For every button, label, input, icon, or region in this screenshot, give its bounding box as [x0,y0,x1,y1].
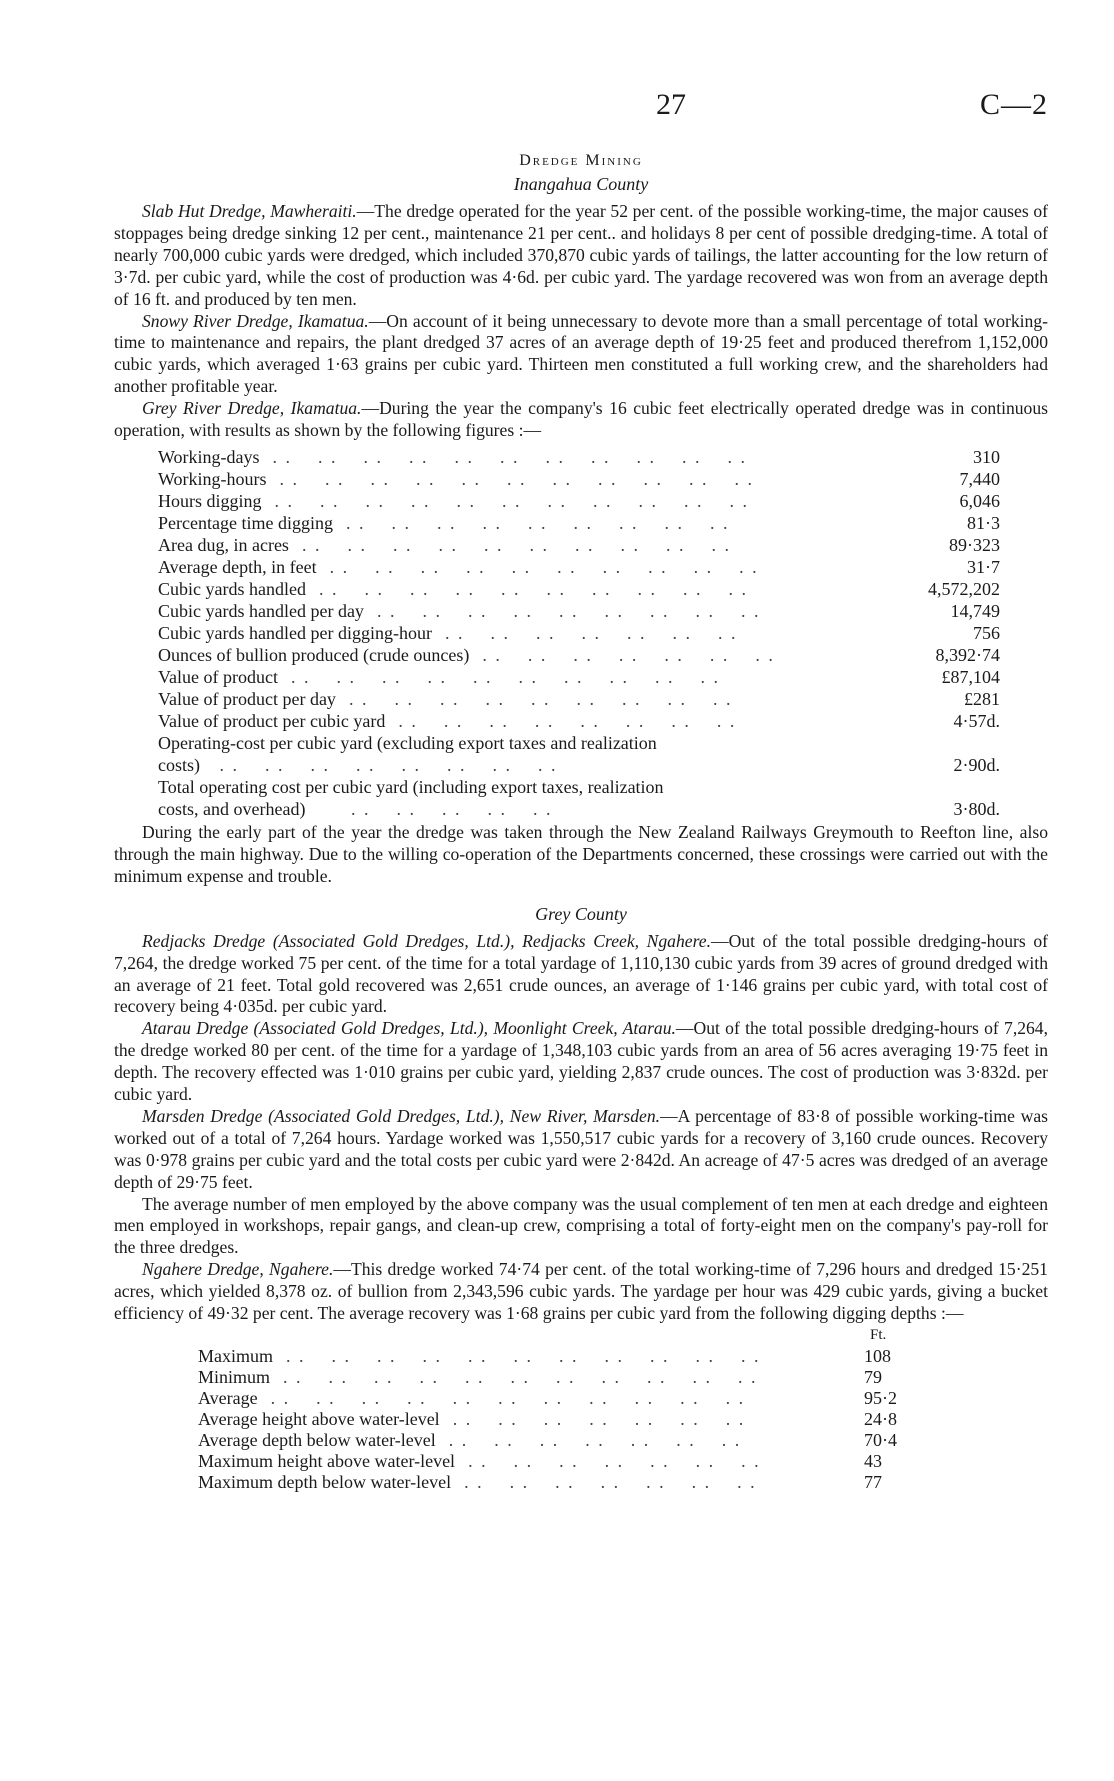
paragraph-text: —The dredge operated for the year 52 per cent. of the possible working-time, the major causes of stoppages being dredge sinking 12 per cent., maintenance 21 per cent.. and holidays 8 per cent of possible dredging-time. A total of nearly 700,000 cubic yards were dredged, which included 370,870 cubic yards of tailings, the latter accounting for the low return of 3·7d. per cubic yard, while the cost of production was 4·6d. per cubic yard. The yardage recovered was won from an average depth of 16 ft. and produced by ten men. [114,201,1048,309]
table-row [158,776,1000,798]
table-row [198,1451,914,1472]
depth-value: 95·2 [864,1388,897,1408]
depth-value: 79 [864,1367,882,1387]
figure-label: Value of product . . . . . . . . . . . . . . . . . . . . [158,666,720,687]
table-row [158,644,1000,666]
cost-label-continuation: costs) . . . . . . . . . . . . . . . . [158,754,558,775]
depths-body [198,1325,914,1493]
figure-label: Ounces of bullion produced (crude ounces) . . . . . . . . . . . . . . [158,644,775,665]
table-row [158,468,1000,490]
cost-label-line: Operating-cost per cubic yard (excluding export taxes and realization [158,732,657,753]
leader-dots: . . . . . . . . . . . . . . . . . . . . [277,666,720,687]
unit-row [198,1325,914,1346]
leader-dots: . . . . . . . . . . . . . . . . . . [332,512,730,533]
figure-value: 6,046 [959,490,1000,511]
cost-rows [158,732,1000,820]
leader-dots: . . . . . . . . . . . . . . [435,1430,742,1450]
figure-value: 14,749 [950,600,1000,621]
paragraph-slab-hut [114,201,1048,311]
document-reference: C—2 [979,88,1048,121]
cost-value: 3·80d. [953,798,1000,819]
leader-dots: . . . . . . . . . . . . . . . . . . . . [288,534,731,555]
table-row [158,490,1000,512]
table-row [198,1346,914,1367]
table-row [158,512,1000,534]
paragraph-marsden [114,1106,1048,1194]
leader-dots: . . . . . . . . . . . . . . . . . . . . . . [257,1388,746,1408]
figure-value: 756 [973,622,1000,643]
table-row [158,688,1000,710]
figure-label: Cubic yards handled per digging-hour . . . . . . . . . . . . . . [158,622,738,643]
depth-value: 77 [864,1472,882,1492]
figure-label: Working-hours . . . . . . . . . . . . . . . . . . . . . . [158,468,755,489]
depth-value: 24·8 [864,1409,897,1429]
leader-dots: . . . . . . . . . . . . . . . . . . . . . . [273,1346,761,1366]
page-header [114,0,1048,130]
leader-dots: . . . . . . . . . . . . . . . . . . . . . . [266,468,755,489]
figure-value: 8,392·74 [935,644,1000,665]
table-row [198,1430,914,1451]
depth-label: Maximum . . . . . . . . . . . . . . . . . . . . . . [198,1346,761,1366]
figure-value: 89·323 [949,534,1000,555]
paragraph-lead: Ngahere Dredge, Ngahere. [142,1259,334,1280]
leader-dots: . . . . . . . . . . . . . . [451,1472,757,1492]
paragraph-text: —During the year the company's 16 cubic feet electrically operated dredge was in continuous operation, with results as shown by the following figures :— [114,398,1049,441]
paragraph-text: —Out of the total possible dredging-hours of 7,264, the dredge worked 80 per cent. of the time for a yardage of 1,348,103 cubic yards from an area of 56 acres averaging 19·75 feet in depth. The recovery effected was 1·010 grains per cubic yard, yielding 2,837 crude ounces. The cost of production was 3·832d. per cubic yard. [114,1018,1049,1105]
paragraph-snowy-river [114,311,1048,399]
table-row [158,732,1000,754]
table-row [158,556,1000,578]
page-number: 27 [656,88,686,121]
paragraph-text: —This dredge worked 74·74 per cent. of the total working-time of 7,296 hours and dredged 15·251 acres, which yielded 8,378 oz. of bullion from 2,343,596 cubic yards. The yardage per hour was 429 cubic yards, giving a bucket efficiency of 49·32 per cent. The average recovery was 1·68 grains per cubic yard from the following digging depths :— [114,1259,1048,1324]
paragraph-text: —Out of the total possible dredging-hours of 7,264, the dredge worked 75 per cent. of the time for a total yardage of 1,110,130 cubic yards from 39 acres of ground dredged with an average of 21 feet. Total gold recovered was 2,651 crude ounces, an average of 1·146 grains per cubic yard, with total cost of recovery being 4·035d. per cubic yard. [114,930,1048,1017]
leader-dots: . . . . . . . . . . . . . . . . . . . . . . [261,490,749,511]
leader-dots: . . . . . . . . . . . . . . [439,1409,746,1429]
paragraph-lead: Grey River Dredge, Ikamatua. [142,398,362,419]
paragraph-grey-river [114,398,1048,442]
figure-value: 7,440 [959,468,1000,489]
county-heading-grey: Grey County [535,903,627,924]
table-row [198,1472,914,1493]
figure-label: Area dug, in acres . . . . . . . . . . . . . . . . . . . . [158,534,731,555]
depth-label: Minimum . . . . . . . . . . . . . . . . . . . . . . [198,1367,758,1387]
figure-value: 81·3 [967,512,1000,533]
figure-value: 4·57d. [953,710,1000,731]
table-row [158,534,1000,556]
figure-label: Working-days . . . . . . . . . . . . . . . . . . . . . . [158,446,748,467]
leader-dots: . . . . . . . . . . . . . . . . . . . . . . [259,446,748,467]
figure-label: Average depth, in feet . . . . . . . . . . . . . . . . . . . . [158,556,759,577]
leader-dots: . . . . . . . . . . . . . . . . [200,754,558,775]
depth-label: Average height above water-level . . . . . . . . . . . . . . [198,1409,746,1429]
cost-label-continuation: costs, and overhead) . . . . . . . . . . [158,798,553,819]
leader-dots: . . . . . . . . . . . . . . . . . . . . . . [270,1367,758,1387]
leader-dots: . . . . . . . . . . . . . . [431,622,738,643]
depth-value: 70·4 [864,1430,897,1450]
depth-value: 43 [864,1451,882,1471]
leader-dots: . . . . . . . . . . [305,798,553,819]
depth-label: Maximum depth below water-level . . . . . . . . . . . . . . [198,1472,757,1492]
figure-value: £87,104 [941,666,1000,687]
paragraph-text: —On account of it being unnecessary to devote more than a small percentage of total working-time to maintenance and repairs, the plant dredged 37 acres of an average depth of 19·25 feet and produced therefrom 1,152,000 cubic yards, which averaged 1·63 grains per cubic yard. Thirteen men constituted a full working crew, and the shareholders had another profitable year. [114,310,1048,397]
depth-value: 108 [864,1346,891,1366]
figure-label: Cubic yards handled . . . . . . . . . . . . . . . . . . . . [158,578,748,599]
leader-dots: . . . . . . . . . . . . . . . . . . . . [316,556,759,577]
figure-label: Percentage time digging . . . . . . . . . . . . . . . . . . [158,512,730,533]
paragraph-text: —A percentage of 83·8 of possible working-time was worked out of a total of 7,264 hours. Yardage worked was 1,550,517 cubic yards for a recovery of 3,160 crude ounces. Recovery was 0·978 grains per cubic yard and the total costs per cubic yard were 2·842d. An acreage of 47·5 acres was dredged of an average depth of 29·75 feet. [114,1105,1049,1192]
figure-label: Value of product per day . . . . . . . . . . . . . . . . . . [158,688,733,709]
leader-dots: . . . . . . . . . . . . . . . . [385,710,737,731]
paragraph-ngahere [114,1259,1048,1325]
paragraph-lead: Atarau Dredge (Associated Gold Dredges, Ltd.), Moonlight Creek, Atarau. [142,1018,676,1039]
figure-label: Cubic yards handled per day . . . . . . . . . . . . . . . . . . [158,600,761,621]
grey-river-figures-table [158,446,1000,820]
paragraph-lead: Redjacks Dredge (Associated Gold Dredges, Ltd.), Redjacks Creek, Ngahere. [142,930,711,951]
table-row [158,600,1000,622]
county-heading-inangahua: Inangahua County [513,174,649,194]
figure-value: 310 [973,446,1000,467]
figure-value: 31·7 [967,556,1000,577]
leader-dots: . . . . . . . . . . . . . . . . . . [335,688,733,709]
paragraph-lead: Slab Hut Dredge, Mawheraiti. [142,201,357,221]
section-heading: Dredge Mining [519,152,643,169]
table-row [158,666,1000,688]
table-row [198,1367,914,1388]
leader-dots: . . . . . . . . . . . . . . . . . . . . [305,578,748,599]
table-row [158,754,1000,776]
leader-dots: . . . . . . . . . . . . . . . . . . [363,600,761,621]
cost-value: 2·90d. [953,754,1000,775]
figure-label: Value of product per cubic yard . . . . . . . . . . . . . . . . [158,710,737,731]
leader-dots: . . . . . . . . . . . . . . [469,644,775,665]
paragraph-lead: Marsden Dredge (Associated Gold Dredges, Ltd.), New River, Marsden. [142,1105,661,1126]
depth-label: Maximum height above water-level . . . . . . . . . . . . . . [198,1451,761,1471]
paragraph-men-employed: The average number of men employed by the above company was the usual complement of ten men at each dredge and eighteen men employed in workshops, repair gangs, and clean-up crew, comprising a total of forty-eight men on the company's pay-roll for the three dredges. [114,1193,1048,1258]
table-row [158,578,1000,600]
table-row [158,798,1000,820]
leader-dots: . . . . . . . . . . . . . . [455,1451,761,1471]
ngahere-depths-table [198,1325,914,1493]
paragraph-railway-crossing: During the early part of the year the dredge was taken through the New Zealand Railways Greymouth to Reefton line, also through the main highway. Due to the willing co-operation of the Departments concerned, these crossings were carried out with the minimum expense and trouble. [114,821,1048,886]
paragraph-lead: Snowy River Dredge, Ikamatua. [142,310,369,331]
cost-label-line: Total operating cost per cubic yard (including export taxes, realization [158,776,664,797]
table-row [198,1409,914,1430]
table-row [158,710,1000,732]
depth-label: Average . . . . . . . . . . . . . . . . . . . . . . [198,1388,746,1408]
depth-label: Average depth below water-level . . . . . . . . . . . . . . [198,1430,742,1450]
paragraph-redjacks [114,931,1048,1019]
figure-value: 4,572,202 [928,578,1000,599]
paragraph-atarau [114,1018,1048,1106]
figure-value: £281 [964,688,1000,709]
unit-label: Ft. [870,1327,887,1343]
table-row [158,446,1000,468]
table-row [198,1388,914,1409]
figure-label: Hours digging . . . . . . . . . . . . . . . . . . . . . . [158,490,749,511]
table-row [158,622,1000,644]
figures-body [158,446,1000,732]
